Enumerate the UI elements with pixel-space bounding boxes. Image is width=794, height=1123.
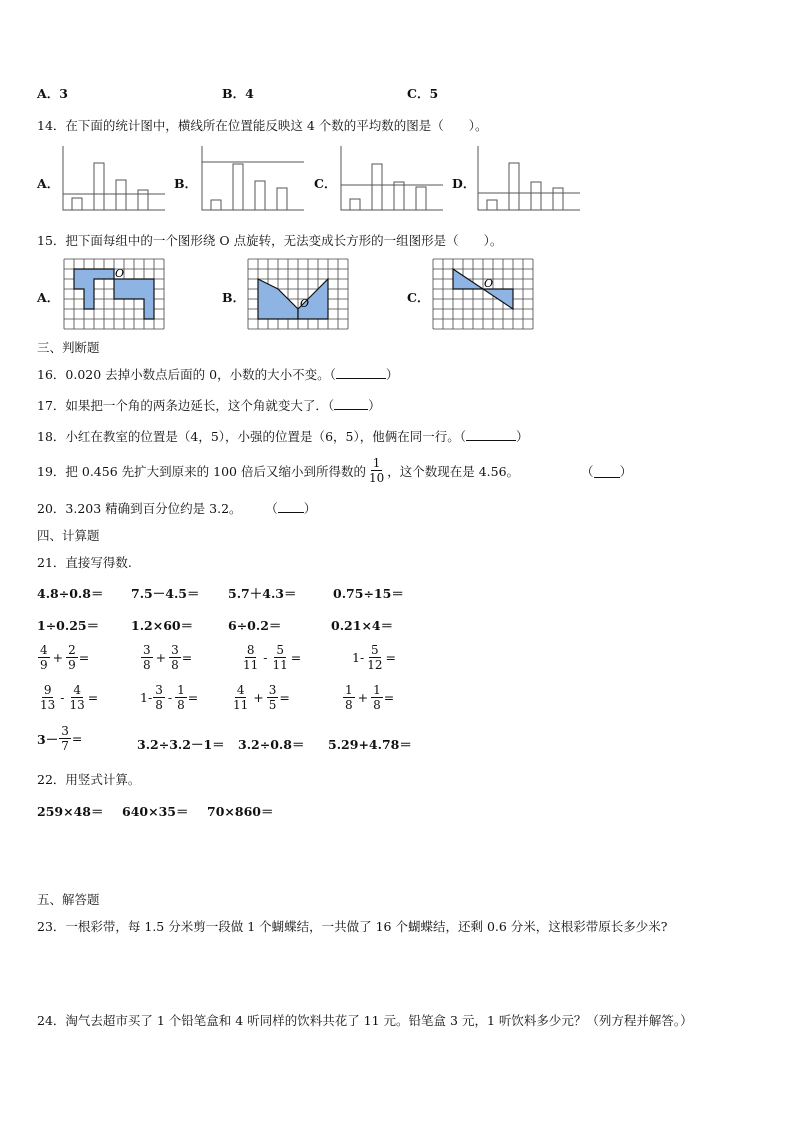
section-5-title: 五、解答题: [37, 892, 100, 907]
fraction-expr: $\frac{9}{13}$ - $\frac{4}{13}$ =: [40, 683, 99, 712]
calc-item: 640×35＝: [122, 804, 189, 819]
calc-item: 3.2÷0.8＝: [238, 737, 305, 752]
svg-text:O: O: [484, 277, 494, 290]
question-18: 18．小红在教室的位置是（4，5），小强的位置是（6，5），他俩在同一行。（ ）: [37, 429, 529, 444]
fraction-expr: 1- $\frac{3}{8}$ - $\frac{1}{8}$ =: [140, 683, 199, 712]
question-21: 21．直接写得数.: [37, 555, 132, 570]
question-17: 17．如果把一个角的两条边延长，这个角就变大了．（ ）: [37, 398, 381, 413]
answer-blank-17[interactable]: [334, 397, 368, 410]
fraction-expr: $\frac{4}{11}$ + $\frac{3}{5}$ =: [233, 683, 290, 712]
calc-item: 0.75÷15＝: [333, 586, 404, 601]
fraction-expr: $\frac{8}{11}$ - $\frac{5}{11}$ =: [243, 643, 302, 672]
bar-chart-c: [338, 146, 448, 212]
rotation-grid-a: [64, 259, 166, 327]
calc-item: 1.2×60＝: [131, 618, 194, 633]
calc-item: 4.8÷0.8＝: [37, 586, 104, 601]
bar-chart-d: [475, 146, 585, 212]
chart-b-label: B．: [174, 176, 198, 191]
point-o-label: O: [115, 267, 125, 280]
question-22: 22．用竖式计算。: [37, 772, 141, 787]
fraction-expr: $\frac{3}{8}$ + $\frac{3}{8}$ =: [143, 643, 193, 672]
answer-blank-20[interactable]: [278, 500, 304, 513]
calc-item: 7.5－4.5＝: [131, 586, 200, 601]
fraction-expr: $\frac{4}{9}$ + $\frac{2}{9}$ =: [40, 643, 90, 672]
calc-item: 0.21×4＝: [331, 618, 394, 633]
grid-a-label: A．: [37, 290, 60, 305]
chart-a-label: A．: [37, 176, 60, 191]
calc-item: 70×860＝: [207, 804, 274, 819]
answer-blank-19[interactable]: [594, 463, 620, 478]
answer-blank-16[interactable]: [336, 366, 386, 379]
question-23: 23．一根彩带，每 1.5 分米剪一段做 1 个蝴蝶结，一共做了 16 个蝴蝶结，还剩 0.6 分米，这根彩带原长多少米?: [37, 919, 668, 934]
question-24: 24．淘气去超市买了 1 个铅笔盒和 4 听同样的饮料共花了 11 元。铅笔盒 3 元，1 听饮料多少元？（列方程并解答。）: [37, 1013, 693, 1028]
bar-chart-b: [199, 146, 309, 212]
question-16: 16．0.020 去掉小数点后面的 0，小数的大小不变。（ ）: [37, 367, 399, 382]
chart-d-label: D．: [452, 176, 476, 191]
question-20: 20．3.203 精确到百分位约是 3.2。 （ ）: [37, 501, 317, 516]
grid-c-label: C．: [407, 290, 430, 305]
fraction-expr: 1- $\frac{5}{12}$ =: [352, 643, 396, 672]
svg-text:O: O: [300, 297, 310, 310]
question-15: 15．把下面每组中的一个图形绕 O 点旋转，无法变成长方形的一组图形是（ ）。: [37, 233, 503, 248]
bar-chart-a: [60, 146, 170, 212]
question-14: 14．在下面的统计图中，横线所在位置能反映这 4 个数的平均数的图是（ ）。: [37, 118, 488, 133]
rotation-grid-b: [248, 259, 350, 327]
calc-item: 1÷0.25＝: [37, 618, 100, 633]
option-a: A．3: [37, 86, 68, 101]
calc-item: 6÷0.2＝: [228, 618, 282, 633]
fraction-expr: 3－ $\frac{3}{7}$ =: [37, 724, 83, 753]
calc-item: 3.2÷3.2－1＝: [137, 737, 225, 752]
chart-c-label: C．: [314, 176, 337, 191]
grid-b-label: B．: [222, 290, 246, 305]
rotation-grid-c: [433, 259, 535, 329]
answer-blank-18[interactable]: [466, 428, 516, 441]
option-c: C．5: [407, 86, 439, 101]
fraction-expr: $\frac{1}{8}$ + $\frac{1}{8}$ =: [345, 683, 395, 712]
option-b: B．4: [222, 86, 254, 101]
section-3-title: 三、判断题: [37, 340, 100, 355]
section-4-title: 四、计算题: [37, 528, 100, 543]
calc-item: 259×48＝: [37, 804, 104, 819]
question-19: 19．把 0.456 先扩大到原来的 100 倍后又缩小到所得数的 $\frac{1}{10}$ ，这个数现在是 4.56。 （ ）: [37, 456, 633, 485]
calc-item: 5.29+4.78＝: [328, 737, 412, 752]
calc-item: 5.7＋4.3＝: [228, 586, 297, 601]
